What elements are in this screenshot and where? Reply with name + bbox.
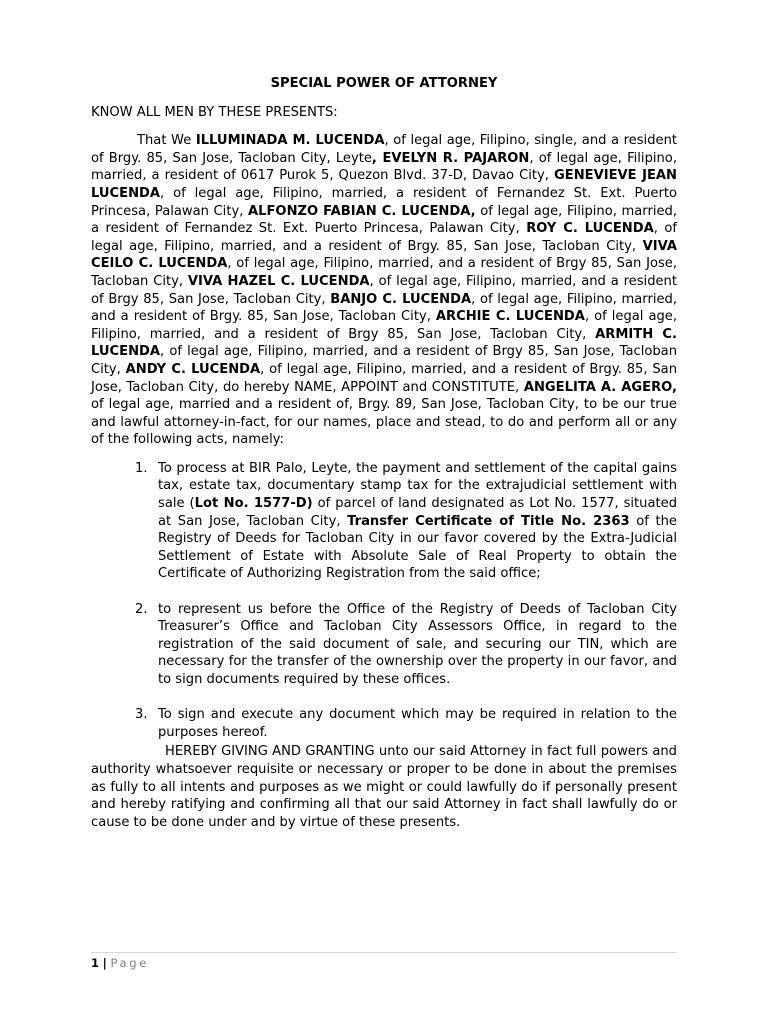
act-item — [91, 601, 677, 689]
intro-text: , of legal age, Filipino, married, and a resident of Brgy. 85, San Jose, Tacloban City, — [91, 291, 677, 325]
footer-separator: | — [102, 956, 107, 970]
attorney-name: ANGELITA A. AGERO, — [523, 379, 677, 395]
intro-text: , of legal age, Filipino, married, a resident of 0617 Purok 5, Quezon Blvd. 37-D, Davao City, — [91, 150, 677, 184]
intro-paragraph — [91, 132, 677, 449]
intro-text: , of legal age, Filipino, married, a resident of Fernandez St. Ext. Puerto Princesa, Palawan City, — [91, 185, 677, 219]
intro-text: , of legal age, Filipino, married, and a resident of Brgy. 85, San Jose, Tacloban City, — [91, 221, 677, 254]
intro-text: , of legal age, Filipino, married, and a resident of Brgy. 85, San Jose, Tacloban City, do hereby NAME, APPOINT and CONSTITUTE, — [91, 361, 677, 395]
document-body — [91, 75, 677, 831]
page-label: Page — [110, 956, 149, 970]
act-item — [91, 706, 677, 741]
intro-text: , of legal age, Filipino, married, and a resident of Brgy 85, San Jose, Tacloban City, — [91, 344, 677, 377]
closing-paragraph: HEREBY GIVING AND GRANTING unto our said Attorney in fact full powers and authority whatsoever requisite or necessary or proper to be done in about the premises as fully to all intents and purposes as we might or could lawfully do if personally present and hereby ratifying and confirming all that our said Attorney in fact shall lawfully do or cause to be done under and by virtue of these presents. — [91, 744, 677, 830]
lot-number: Lot No. 1577-D) — [194, 496, 313, 512]
act-number: 3. — [135, 707, 148, 723]
page-number: 1 — [91, 956, 100, 970]
principal-name: VIVA HAZEL C. LUCENDA — [187, 273, 370, 289]
page-footer — [91, 952, 677, 973]
act-text: of the Registry of Deeds for Tacloban City in our favor covered by the Extra-Judicial Settlement of Estate with Absolute Sale of Real Property to obtain the Certificate of Authorizing Registration from the said office; — [158, 513, 677, 582]
principal-name: BANJO C. LUCENDA — [330, 291, 472, 307]
intro-text: , of legal age, Filipino, married, and a resident of Brgy 85, San Jose, Tacloban City, — [91, 256, 677, 289]
intro-text: of legal age, Filipino, married, a resident of Fernandez St. Ext. Puerto Princesa, Palawan City, — [91, 203, 678, 237]
act-number: 1. — [135, 460, 148, 476]
principal-name: GENEVIEVE JEAN LUCENDA — [91, 168, 678, 201]
intro-text: , of legal age, Filipino, married, and a resident of Brgy 85, San Jose, Tacloban City, — [91, 309, 677, 342]
salutation: KNOW ALL MEN BY THESE PRESENTS: — [91, 104, 338, 120]
principal-name: ROY C. LUCENDA — [526, 221, 654, 237]
principal-name: , EVELYN R. PAJARON — [371, 150, 530, 166]
principal-name: ALFONZO FABIAN C. LUCENDA, — [248, 203, 476, 219]
intro-text: , of legal age, Filipino, single, and a resident of Brgy. 85, San Jose, Tacloban City, Leyte — [91, 133, 677, 166]
principal-name: ILLUMINADA M. LUCENDA — [195, 133, 385, 149]
act-item — [91, 460, 677, 583]
act-text: to represent us before the Office of the Registry of Deeds of Tacloban City Treasurer’s Office and Tacloban City Assessors Office, in regard to the registration of the said document of sale, and securing our TIN, which are necessary for the transfer of the ownership over the property in our favor, and to sign documents required by these offices. — [158, 601, 677, 687]
acts-list — [91, 460, 677, 742]
intro-text: That We — [137, 133, 196, 149]
intro-text: , of legal age, Filipino, married, and a resident of Brgy 85, San Jose, Tacloban City, — [91, 273, 677, 307]
principal-name: ARCHIE C. LUCENDA — [435, 309, 585, 325]
act-number: 2. — [135, 601, 148, 617]
intro-text: of legal age, married and a resident of, Brgy. 89, San Jose, Tacloban City, to be our true and lawful attorney-in-fact, for our names, place and stead, to do and perform all or any of the following acts, namely: — [91, 397, 677, 448]
act-text: To sign and execute any document which may be required in relation to the purposes hereof. — [158, 707, 677, 740]
principal-name: VIVA CEILO C. LUCENDA — [91, 238, 677, 272]
act-text: of parcel of land designated as Lot No. 1577, situated at San Jose, Tacloban City, — [158, 496, 678, 529]
act-text: To process at BIR Palo, Leyte, the payment and settlement of the capital gains tax, estate tax, documentary stamp tax for the extrajudicial settlement with sale ( — [158, 460, 677, 512]
principal-name: ARMITH C. LUCENDA — [91, 326, 677, 360]
title-number: Transfer Certificate of Title No. 2363 — [347, 513, 630, 529]
principal-name: ANDY C. LUCENDA — [125, 361, 261, 377]
document-title: SPECIAL POWER OF ATTORNEY — [270, 76, 498, 91]
